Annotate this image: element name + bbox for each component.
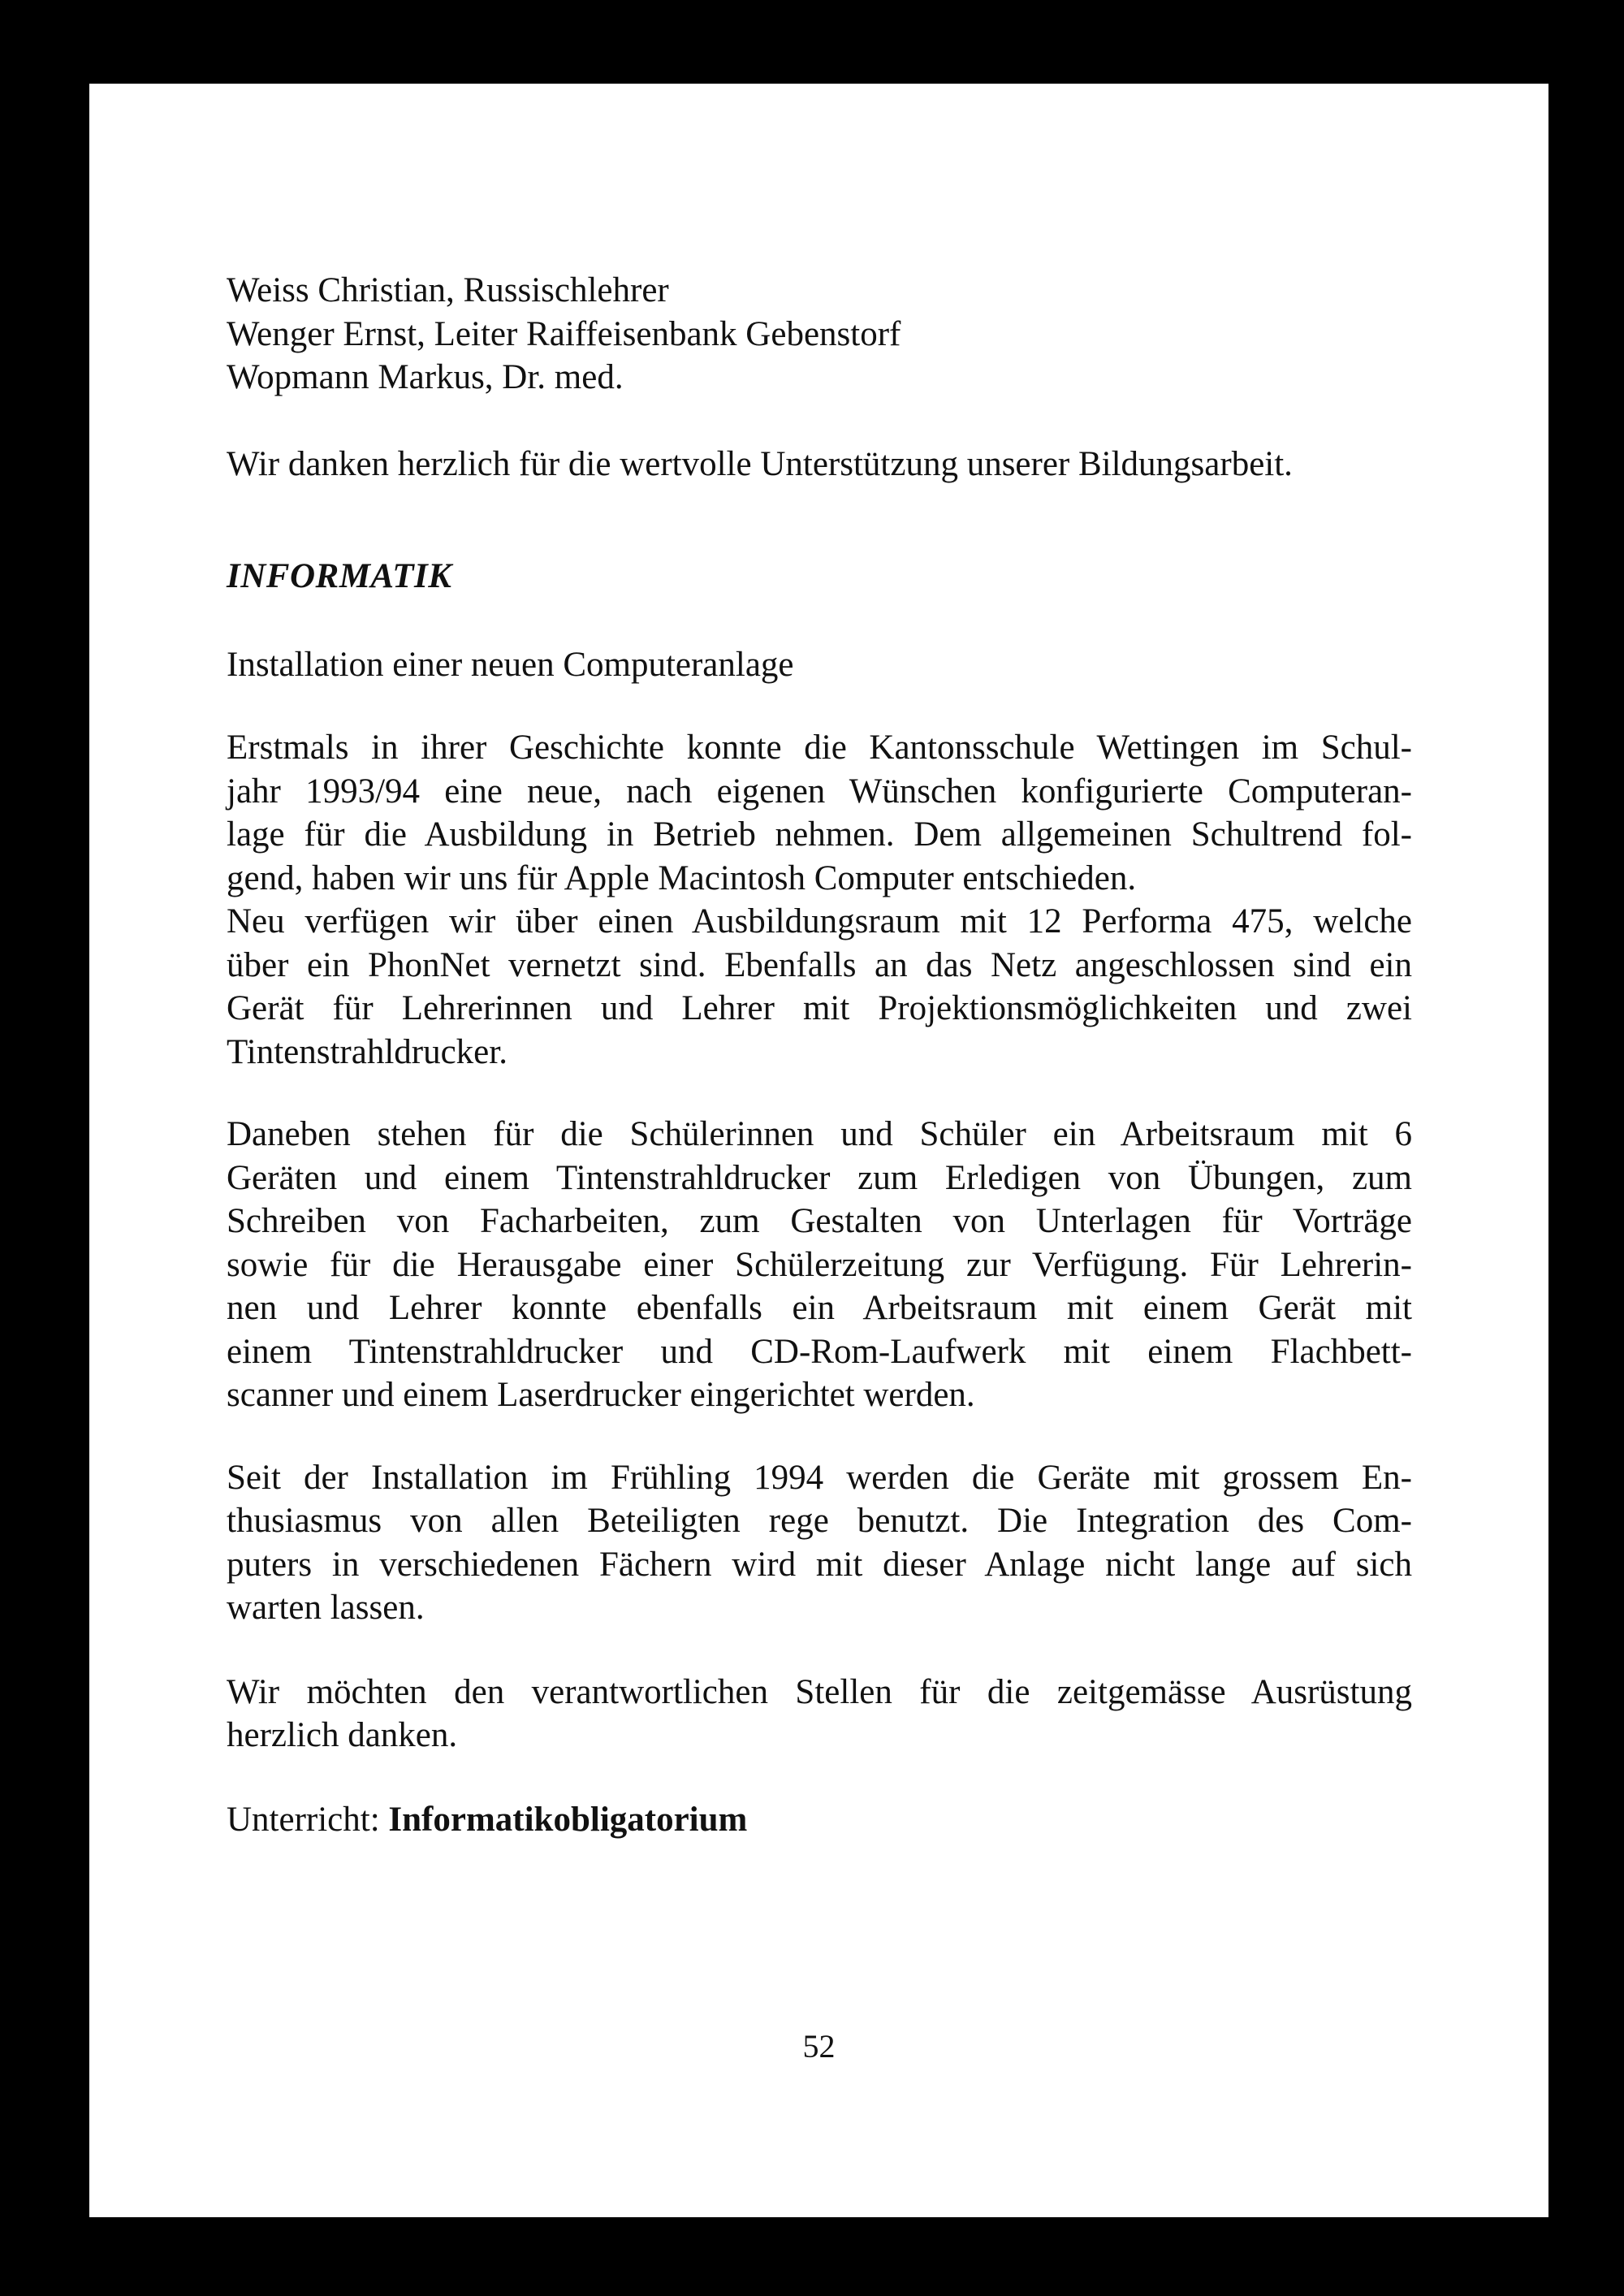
text-line: einem Tintenstrahldrucker und CD-Rom-Laufwerk mit einem Flachbett-: [227, 1332, 1412, 1371]
text-line: Gerät für Lehrerinnen und Lehrer mit Projektionsmöglichkeiten und zwei: [227, 989, 1412, 1027]
document-page: [89, 84, 1548, 2217]
text-line: warten lassen.: [227, 1589, 425, 1627]
contact-line: Wopmann Markus, Dr. med.: [227, 358, 624, 396]
text-line: sowie für die Herausgabe einer Schülerzeitung zur Verfügung. Für Lehrerin-: [227, 1245, 1412, 1284]
section-title: INFORMATIK: [227, 557, 452, 595]
text-line: Neu verfügen wir über einen Ausbildungsraum mit 12 Performa 475, welche: [227, 902, 1412, 940]
lesson-course: Informatikobligatorium: [388, 1800, 748, 1839]
text-line: über ein PhonNet vernetzt sind. Ebenfalls an das Netz angeschlossen sind ein: [227, 945, 1412, 984]
lesson-label: Unterricht:: [227, 1800, 380, 1839]
text-line: Erstmals in ihrer Geschichte konnte die Kantonsschule Wettingen im Schul-: [227, 729, 1412, 767]
paragraph-workrooms: [227, 1113, 1412, 1417]
text-line: thusiasmus von allen Beteiligten rege benutzt. Die Integration des Com-: [227, 1502, 1412, 1540]
subsection-title: Installation einer neuen Computeranlage: [227, 645, 794, 684]
contact-list: [227, 269, 1412, 400]
text-line: Schreiben von Facharbeiten, zum Gestalten von Unterlagen für Vorträge: [227, 1202, 1412, 1240]
text-line: Geräten und einem Tintenstrahldrucker zum Erledigen von Übungen, zum: [227, 1158, 1412, 1197]
text-line: Seit der Installation im Frühling 1994 werden die Geräte mit grossem En-: [227, 1458, 1412, 1497]
paragraph-usage: [227, 1456, 1412, 1630]
text-line: lage für die Ausbildung in Betrieb nehmen. Dem allgemeinen Schultrend fol-: [227, 815, 1412, 854]
lesson-line: [227, 1798, 1412, 1842]
contact-line: Wenger Ernst, Leiter Raiffeisenbank Gebenstorf: [227, 314, 901, 353]
page-content: [227, 269, 1412, 1841]
page-number: 52: [802, 2028, 836, 2065]
text-line: herzlich danken.: [227, 1716, 458, 1754]
text-line: jahr 1993/94 eine neue, nach eigenen Wünschen konfigurierte Computeran-: [227, 772, 1412, 811]
paragraph-installation: [227, 726, 1412, 1074]
paragraph-thanks: [227, 1671, 1412, 1758]
text-line: nen und Lehrer konnte ebenfalls ein Arbeitsraum mit einem Gerät mit: [227, 1289, 1412, 1327]
thanks-sentence: Wir danken herzlich für die wertvolle Unterstützung unserer Bildungsarbeit.: [227, 444, 1293, 483]
contact-line: Weiss Christian, Russischlehrer: [227, 271, 669, 309]
text-line: gend, haben wir uns für Apple Macintosh Computer entschieden.: [227, 858, 1137, 897]
text-line: puters in verschiedenen Fächern wird mit dieser Anlage nicht lange auf sich: [227, 1545, 1412, 1584]
text-line: Tintenstrahldrucker.: [227, 1032, 508, 1071]
text-line: Wir möchten den verantwortlichen Stellen für die zeitgemässe Ausrüstung: [227, 1672, 1412, 1711]
text-line: scanner und einem Laserdrucker eingerichtet werden.: [227, 1376, 975, 1414]
text-line: Daneben stehen für die Schülerinnen und Schüler ein Arbeitsraum mit 6: [227, 1115, 1412, 1153]
